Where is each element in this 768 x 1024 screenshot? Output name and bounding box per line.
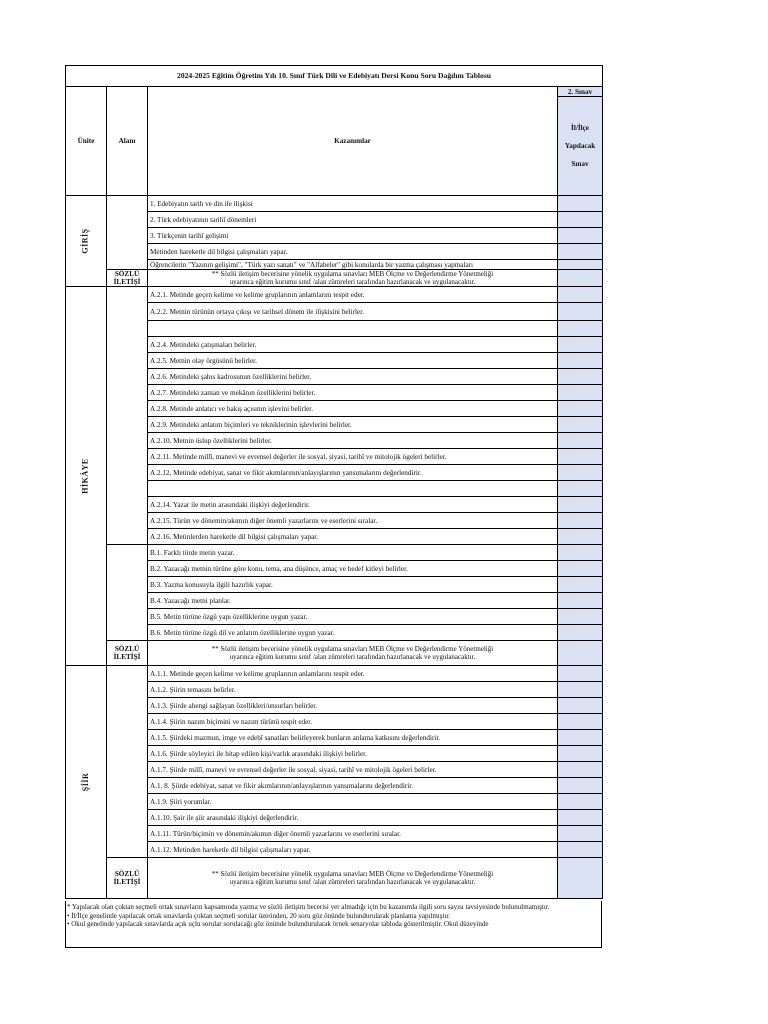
kazanim-cell: A.2.2. Metnin türünün ortaya çıkışı ve tarihsel dönem ile ilişkisini belirler. [148, 303, 558, 321]
kazanim-cell: A.2.9. Metindeki anlatım biçimleri ve tekniklerinin işlevlerini belirler. [148, 417, 558, 433]
kazanim-cell: B.6. Metin türüne özgü dil ve anlatım özelliklerine uygun yazar. [148, 625, 558, 641]
sinav-cell [558, 260, 603, 270]
sinav-cell [558, 778, 603, 794]
footnote-2: • İl/İlçe genelinde yapılacak ortak sınavlarda çoktan seçmeli sorular üzerinden, 20 soru göz önünde bulundurularak planlama yapılmıştır. [67, 911, 451, 920]
kazanim-cell: A.2.5. Metnin olay örgüsünü belirler. [148, 353, 558, 369]
sinav-cell [558, 321, 603, 337]
kazanim-cell: A.1.2. Şiirin temasını belirler. [148, 682, 558, 698]
sinav-cell [558, 481, 603, 497]
sinav-cell [558, 762, 603, 778]
sinav-cell [558, 228, 603, 244]
sinav-cell [558, 698, 603, 714]
sozlu-label-line-1: SÖZLÜ [114, 645, 140, 653]
header-unite: Ünite [66, 87, 107, 196]
giris-sozlu-row [66, 270, 603, 287]
kazanim-cell: B.3. Yazma konusuyla ilgili hazırlık yapar. [148, 577, 558, 593]
hikaye-sozlu-text [148, 641, 558, 666]
header-sinav-line-1: İl/İlçe [571, 124, 589, 132]
kazanim-cell: B.4. Yazacağı metni planlar. [148, 593, 558, 609]
sinav-cell [558, 401, 603, 417]
sinav-cell [558, 529, 603, 545]
kazanim-cell: A.1.4. Şiirin nazım biçimini ve nazım türünü tespit eder. [148, 714, 558, 730]
unit-hikaye [66, 287, 107, 666]
sinav-cell [558, 287, 603, 303]
kazanim-cell: A.1.1. Metinde geçen kelime ve kelime gruplarının anlamlarını tespit eder. [148, 666, 558, 682]
sinav-cell [558, 609, 603, 625]
kazanim-cell: A.2.8. Metinde anlatıcı ve bakış açısının işlevini belirler. [148, 401, 558, 417]
sozlu-label-line-2: İLETİŞİ [113, 653, 141, 661]
header-alani: Alanı [107, 87, 148, 196]
sinav-cell [558, 385, 603, 401]
unit-giris-label: GİRİŞ [81, 228, 90, 254]
kazanim-cell: 1. Edebiyatın tarih ve din ile ilişkisi [148, 196, 558, 212]
sozlu-label-line-1: SÖZLÜ [114, 270, 140, 278]
sinav-cell [558, 826, 603, 842]
header-sinav-type [558, 97, 603, 196]
kazanim-cell: A.1.10. Şair ile şiir arasındaki ilişkiyi değerlendirir. [148, 810, 558, 826]
sinav-cell [558, 244, 603, 260]
alan-siir [107, 666, 148, 858]
sozlu-text-line-1: ** Sözlü iletişim becerisine yönelik uygulama sınavları MEB Ölçme ve Değerlendirme Yönetmeliği [211, 645, 494, 653]
giris-sozlu-sinav-cell [558, 270, 603, 287]
sinav-cell [558, 196, 603, 212]
header-kazanimlar: Kazanımlar [148, 87, 558, 196]
siir-sozlu-row [66, 858, 603, 899]
kazanim-cell: A.2.15. Türün ve dönemin/akımın diğer önemli yazarlarını ve eserlerini sıralar. [148, 513, 558, 529]
sinav-cell [558, 810, 603, 826]
sinav-cell [558, 714, 603, 730]
footnote-3: • Okul genelinde yapılacak sınavlarda açık uçlu sorular sorulacağı göz önünde bulundurularak örnek senaryolar tabloda gösterilmiştir. Okul düzeyinde [67, 920, 489, 929]
sozlu-text-line-2: uyarınca eğitim kurumu sınıf /alan zümreleri tarafından hazırlanacak ve uygulanacaktır. [229, 878, 476, 886]
footnotes [65, 901, 602, 948]
kazanim-cell: 3. Türkçenin tarihî gelişimi [148, 228, 558, 244]
giris-sozlu-label [107, 270, 148, 287]
hikaye-sozlu-label [107, 641, 148, 666]
alan-hikaye-b [107, 545, 148, 641]
sinav-cell [558, 449, 603, 465]
sozlu-label-line-2: İLETİŞİ [113, 878, 141, 886]
unit-siir-label: ŞİİR [80, 772, 90, 792]
kazanim-cell: A.1.9. Şiiri yorumlar. [148, 794, 558, 810]
sinav-cell [558, 577, 603, 593]
sinav-cell [558, 497, 603, 513]
kazanim-cell: A.1.6. Şiirde söyleyici ile hitap edilen kişi/varlık arasındaki ilişkiyi belirler. [148, 746, 558, 762]
sinav-cell [558, 337, 603, 353]
sinav-cell [558, 465, 603, 481]
kazanim-cell: A.1.3. Şiirde ahengi sağlayan özellikleri/unsurları belirler. [148, 698, 558, 714]
siir-sozlu-label [107, 858, 148, 899]
sinav-cell [558, 682, 603, 698]
kazanim-cell: A.2.7. Metindeki zaman ve mekânın özelliklerini belirler. [148, 385, 558, 401]
kazanim-cell: B.5. Metin türüne özgü yapı özelliklerine uygun yazar. [148, 609, 558, 625]
siir-sozlu-sinav-cell [558, 858, 603, 899]
sinav-cell [558, 746, 603, 762]
kazanim-cell: B.1. Farklı türde metin yazar. [148, 545, 558, 561]
table-row [66, 545, 603, 561]
table-title: 2024-2025 Eğitim Öğretim Yılı 10. Sınıf Türk Dili ve Edebiyatı Dersi Konu Soru Dağılım Tablosu [66, 66, 603, 87]
footnote-1: * Yapılacak olan çoktan seçmeli ortak sınavların kapsamında yazma ve sözlü iletişim becerisi yer almadığı için bu kazanımla ilgili soru sayısı tavsiyesinde bulunulmamıştır. [67, 903, 550, 911]
sinav-cell [558, 794, 603, 810]
unit-hikaye-label: HİKÂYE [80, 458, 90, 494]
kazanim-cell: A.1.12. Metinden hareketle dil bilgisi çalışmaları yapar. [148, 842, 558, 858]
alan-giris [107, 196, 148, 270]
header-sinav: 2. Sınav [558, 87, 603, 97]
distribution-table-sheet [65, 65, 602, 899]
kazanim-cell: Metinden hareketle dil bilgisi çalışmaları yapar. [148, 244, 558, 260]
sinav-cell [558, 625, 603, 641]
sinav-cell [558, 513, 603, 529]
kazanim-cell: A.2.4. Metindeki çatışmaları belirler. [148, 337, 558, 353]
sozlu-text-line-1: ** Sözlü iletişim becerisine yönelik uygulama sınavları MEB Ölçme ve Değerlendirme Yönetmeliği [211, 870, 494, 878]
kazanim-cell: A.1.7. Şiirde millî, manevi ve evrensel değerler ile sosyal, siyasi, tarihî ve mitolojik ögeleri belirler. [148, 762, 558, 778]
kazanim-cell: A.2.6. Metindeki şahıs kadrosunun özelliklerini belirler. [148, 369, 558, 385]
sinav-cell [558, 417, 603, 433]
kazanim-cell: A.2.14. Yazar ile metin arasındaki ilişkiyi değerlendirir. [148, 497, 558, 513]
siir-sozlu-text [148, 858, 558, 899]
distribution-table [65, 65, 603, 899]
kazanim-cell: B.2. Yazacağı metnin türüne göre konu, tema, ana düşünce, amaç ve hedef kitleyi belirler. [148, 561, 558, 577]
kazanim-cell: A.2.12. Metinde edebiyat, sanat ve fikir akımlarının/anlayışlarının yansımalarını değerlendirir. [148, 465, 558, 481]
unit-siir [66, 666, 107, 899]
unit-giris [66, 196, 107, 287]
table-row [66, 196, 603, 212]
kazanim-cell: A.2.10. Metnin üslup özelliklerini belirler. [148, 433, 558, 449]
table-row [66, 287, 603, 303]
kazanim-cell: A.2.1. Metinde geçen kelime ve kelime gruplarının anlamlarını tespit eder. [148, 287, 558, 303]
hikaye-sozlu-sinav-cell [558, 641, 603, 666]
sinav-cell [558, 842, 603, 858]
kazanim-cell: 2. Türk edebiyatının tarihî dönemleri [148, 212, 558, 228]
sinav-cell [558, 593, 603, 609]
kazanim-cell: A.1.11. Türün/biçimin ve dönemin/akımın diğer önemli yazarlarını ve eserlerini sıralar. [148, 826, 558, 842]
sinav-cell [558, 666, 603, 682]
giris-sozlu-text [148, 270, 558, 287]
sinav-cell [558, 353, 603, 369]
sinav-cell [558, 561, 603, 577]
sinav-cell [558, 369, 603, 385]
sozlu-text-line-1: ** Sözlü iletişim becerisine yönelik uygulama sınavları MEB Ölçme ve Değerlendirme Yönetmeliği [211, 270, 494, 278]
sinav-cell [558, 212, 603, 228]
kazanim-cell: A.1. 8. Şiirde edebiyat, sanat ve fikir akımlarının/anlayışlarının yansımalarını değerlendirir. [148, 778, 558, 794]
sinav-cell [558, 303, 603, 321]
header-sinav-line-3: Sınav [571, 160, 589, 168]
sozlu-label-line-1: SÖZLÜ [114, 870, 140, 878]
sozlu-label-line-2: İLETİŞİ [113, 278, 141, 286]
alan-hikaye-a [107, 287, 148, 545]
header-sinav-line-2: Yapılacak [564, 142, 596, 150]
kazanim-cell [148, 481, 558, 497]
hikaye-sozlu-row [66, 641, 603, 666]
kazanim-cell [148, 321, 558, 337]
kazanim-cell: A.2.16. Metinlerden hareketle dil bilgisi çalışmaları yapar. [148, 529, 558, 545]
kazanim-cell: Öğrencilerin "Yazının gelişimi", "Türk yazı sanatı" ve "Alfabeler" gibi konularda bir yazma çalışması yapmaları [148, 260, 558, 270]
kazanim-cell: A.2.11. Metinde millî, manevi ve evrensel değerler ile sosyal, siyasi, tarihî ve mitolojik ögeleri belirler. [148, 449, 558, 465]
sinav-cell [558, 545, 603, 561]
sozlu-text-line-2: uyarınca eğitim kurumu sınıf /alan zümreleri tarafından hazırlanacak ve uygulanacaktır. [229, 278, 476, 286]
sinav-cell [558, 730, 603, 746]
kazanim-cell: A.1.5. Şiirdeki mazmun, imge ve edebî sanatları belirleyerek bunların anlama katkısını değerlendirir. [148, 730, 558, 746]
sinav-cell [558, 433, 603, 449]
table-row [66, 666, 603, 682]
sozlu-text-line-2: uyarınca eğitim kurumu sınıf /alan zümreleri tarafından hazırlanacak ve uygulanacaktır. [229, 653, 476, 661]
